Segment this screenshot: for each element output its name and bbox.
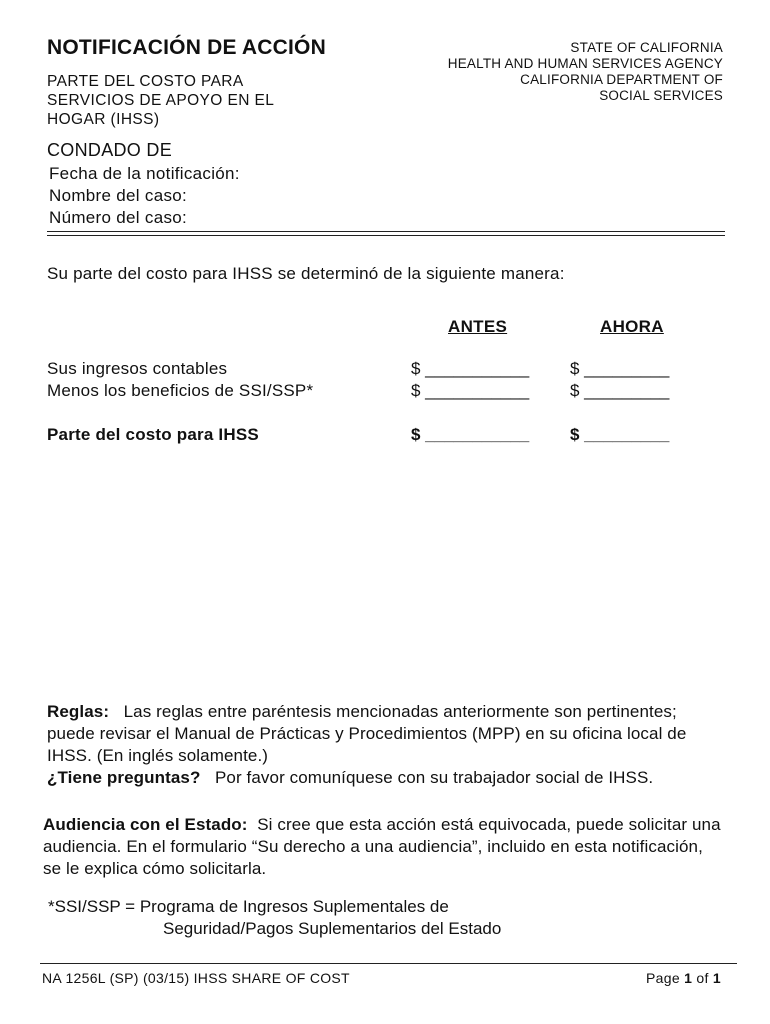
subtitle-line: PARTE DEL COSTO PARA [47,73,244,90]
agency-block [363,40,723,104]
case-number-label: Número del caso: [49,208,188,227]
footnote-line: *SSI/SSP = Programa de Ingresos Suplementales de [48,897,449,916]
footer-divider [40,963,737,964]
hearing-paragraph [43,814,723,880]
subtitle-line: SERVICIOS DE APOYO EN EL [47,92,275,109]
intro-text: Su parte del costo para IHSS se determinó de la siguiente manera: [47,264,565,283]
subtitle-line: HOGAR (IHSS) [47,111,160,128]
rules-text: Las reglas entre paréntesis mencionadas anteriormente son pertinentes; puede revisar el Manual de Prácticas y Procedimientos (MPP) en su oficina local de IHSS. (En inglés solamente.) [47,702,687,765]
row-label-share-of-cost: Parte del costo para IHSS [47,425,259,444]
row-label-benefits: Menos los beneficios de SSI/SSP* [47,381,314,400]
case-info [49,163,240,229]
column-header-before: ANTES [448,317,508,336]
hearing-text: Si cree que esta acción está equivocada, puede solicitar una audiencia. En el formulario “Su derecho a una audiencia”, incluido en esta notificación, se le explica cómo solicitarla. [43,815,721,878]
benefits-now-field[interactable]: $ _________ [570,381,670,400]
of-label: of [696,970,709,986]
page-title: NOTIFICACIÓN DE ACCIÓN [47,36,326,59]
divider-bottom [47,235,725,236]
agency-line: SOCIAL SERVICES [599,88,723,103]
questions-heading: ¿Tiene preguntas? [47,768,201,787]
rules-paragraph [47,701,727,767]
page-number: 1 [684,970,693,986]
form-id: NA 1256L (SP) (03/15) IHSS SHARE OF COST [42,970,350,986]
case-name-label: Nombre del caso: [49,186,188,205]
share-before-field[interactable]: $ ___________ [411,425,530,444]
county-label: CONDADO DE [47,140,173,160]
column-header-now: AHORA [600,317,664,336]
rules-heading: Reglas: [47,702,110,721]
agency-line: STATE OF CALIFORNIA [570,40,723,55]
income-before-field[interactable]: $ ___________ [411,359,530,378]
questions-paragraph [47,767,727,789]
page-total: 1 [712,970,721,986]
share-now-field[interactable]: $ _________ [570,425,670,444]
footnote [48,896,501,940]
notice-date-label: Fecha de la notificación: [49,164,240,183]
agency-line: CALIFORNIA DEPARTMENT OF [520,72,723,87]
questions-text: Por favor comuníquese con su trabajador social de IHSS. [214,768,654,787]
footnote-line: Seguridad/Pagos Suplementarios del Estado [163,919,502,938]
divider-top [47,231,725,232]
income-now-field[interactable]: $ _________ [570,359,670,378]
page-label: Page [646,970,680,986]
agency-line: HEALTH AND HUMAN SERVICES AGENCY [447,56,723,71]
benefits-before-field[interactable]: $ ___________ [411,381,530,400]
form-subtitle [47,72,367,129]
page-indicator [646,970,721,986]
hearing-heading: Audiencia con el Estado: [43,815,248,834]
row-label-income: Sus ingresos contables [47,359,228,378]
